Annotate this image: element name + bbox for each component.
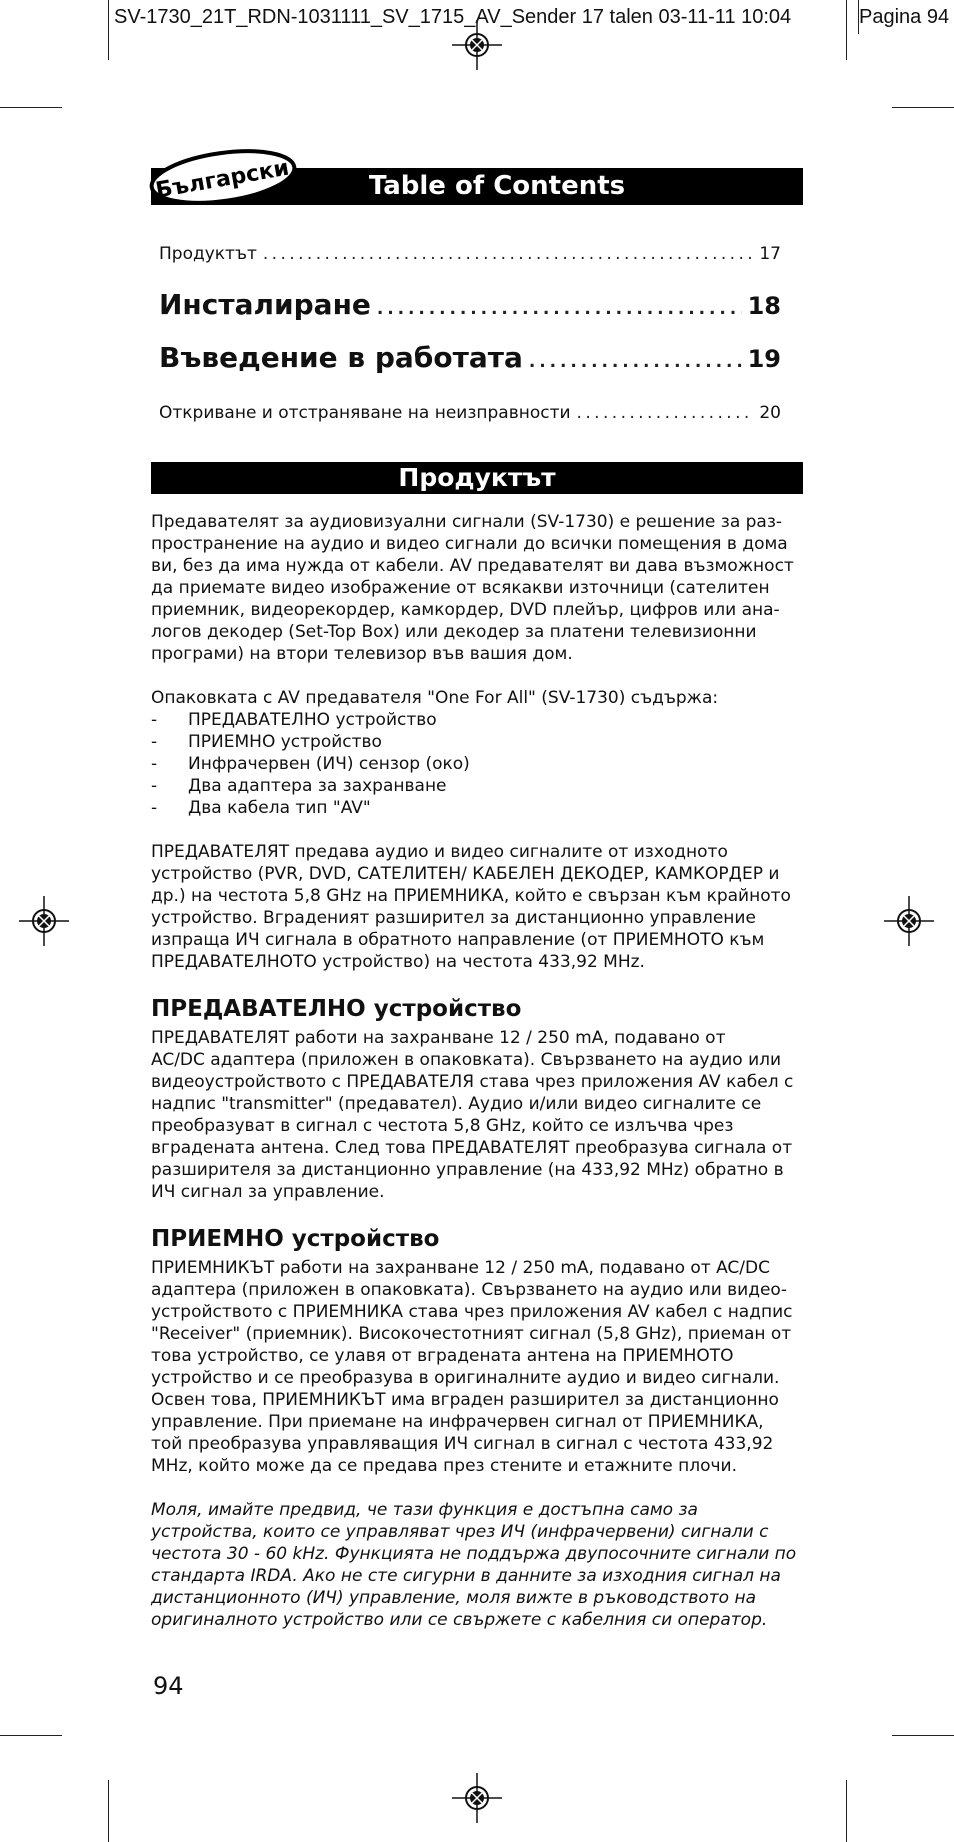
product-intro-paragraph — [151, 511, 803, 665]
toc-entry-page: 17 — [759, 244, 781, 264]
list-item: - Два адаптера за захранване — [151, 775, 803, 797]
text-line: програми) на втори телевизор във вашия дом. — [151, 644, 573, 664]
toc-entry-label: Продуктът — [159, 244, 257, 264]
toc-entry-label: Инсталиране — [159, 288, 371, 321]
toc-entry-page: 20 — [759, 403, 781, 423]
text-line: стандарта IRDA. Ако не сте сигурни в данните за изходния сигнал на — [151, 1566, 781, 1586]
text-line: Освен това, ПРИЕМНИКЪТ има вграден разширител за дистанционно — [151, 1390, 779, 1410]
text-line: приемник, видеорекордер, камкордер, DVD плейър, цифров или ана- — [151, 600, 780, 620]
text-line: преобразуват в сигнал с честота 5,8 GHz, който се излъчва чрез — [151, 1116, 734, 1136]
text-line: вградената антена. След това ПРЕДАВАТЕЛЯТ преобразува сигнала от — [151, 1138, 793, 1158]
text-line: устройство (PVR, DVD, САТЕЛИТЕН/ КАБЕЛЕН ДЕКОДЕР, КАМКОРДЕР и — [151, 864, 780, 884]
transmission-paragraph — [151, 841, 803, 973]
note-paragraph — [151, 1499, 803, 1631]
list-item: - ПРИЕМНО устройство — [151, 731, 803, 753]
text-line: ПРЕДАВАТЕЛЯТ работи на захранване 12 / 250 mA, подавано от — [151, 1028, 726, 1048]
text-line: честота 30 - 60 kHz. Функцията не поддържа двупосочните сигнали по — [151, 1544, 797, 1564]
toc-entry-getting-started[interactable] — [159, 341, 781, 374]
text-line: AC/DC адаптера (приложен в опаковката). Свързването на аудио или — [151, 1050, 782, 1070]
crop-mark-top-left — [0, 107, 62, 108]
text-line: устройството с ПРИЕМНИКА става чрез приложения AV кабел с надпис — [151, 1302, 793, 1322]
registration-mark-left-icon — [19, 896, 69, 946]
toc-leader-dots — [529, 352, 742, 372]
toc-entry-label: Въведение в работата — [159, 341, 523, 374]
text-line: изпраща ИЧ сигнала в обратното направление (от ПРИЕМНОТО към — [151, 930, 765, 950]
transmitter-paragraph — [151, 1027, 803, 1203]
text-line: той преобразува управляващия ИЧ сигнал в сигнал с честота 433,92 — [151, 1434, 774, 1454]
toc-entry-troubleshooting[interactable] — [159, 403, 781, 423]
list-item: - Инфрачервен (ИЧ) сензор (око) — [151, 753, 803, 775]
page-number: 94 — [153, 1672, 184, 1700]
text-line: Предавателят за аудиовизуални сигнали (SV-1730) е решение за раз- — [151, 512, 783, 532]
slug-divider-right — [858, 0, 859, 34]
receiver-heading: ПРИЕМНО устройство — [151, 1226, 440, 1252]
text-line: разширителя за дистанционно управление (на 433,92 MHz) обратно в — [151, 1160, 784, 1180]
slug-filename: SV-1730_21T_RDN-1031111_SV_1715_AV_Sender 17 talen 03-11-11 10:04 — [114, 6, 792, 28]
list-item: - Два кабела тип "AV" — [151, 797, 803, 819]
language-badge — [148, 146, 298, 206]
package-contents-list — [151, 709, 803, 819]
text-line: адаптера (приложен в опаковката). Свързването на аудио или видео- — [151, 1280, 787, 1300]
crop-mark-top-right — [892, 107, 954, 108]
toc-entry-label: Откриване и отстраняване на неизправности — [159, 403, 571, 423]
transmitter-heading: ПРЕДАВАТЕЛНО устройство — [151, 996, 522, 1022]
package-intro: Опаковката с AV предавателя "One For All" (SV-1730) съдържа: — [151, 688, 719, 708]
registration-mark-bottom-icon — [452, 1773, 502, 1823]
list-item: - ПРЕДАВАТЕЛНО устройство — [151, 709, 803, 731]
text-line: това устройство, се улавя от вградената антена на ПРИЕМНОТО — [151, 1346, 734, 1366]
text-line: пространение на аудио и видео сигнали до всички помещения в дома — [151, 534, 788, 554]
print-slug — [110, 0, 954, 34]
language-badge-label: Български — [153, 155, 292, 204]
toc-leader-dots — [377, 299, 742, 319]
toc-leader-dots — [577, 403, 754, 423]
crop-mark-bottom-right-v — [846, 1780, 847, 1842]
text-line: ПРИЕМНИКЪТ работи на захранване 12 / 250 mA, подавано от AC/DC — [151, 1258, 770, 1278]
toc-entry-page: 18 — [747, 292, 781, 320]
text-line: ИЧ сигнал за управление. — [151, 1182, 385, 1202]
text-line: устройства, които се управляват чрез ИЧ (инфрачервени) сигнали с — [151, 1522, 769, 1542]
toc-entry-installation[interactable] — [159, 288, 781, 321]
crop-mark-bottom-left-v — [108, 1780, 109, 1842]
text-line: ви, без да има нужда от кабели. AV предавателят ви дава възможност — [151, 556, 794, 576]
text-line: оригиналното устройство или се свържете с кабелния си оператор. — [151, 1610, 768, 1630]
registration-mark-top-icon — [452, 20, 502, 70]
text-line: MHz, който може да се предава през стените и етажните плочи. — [151, 1456, 737, 1476]
slug-divider-left — [108, 0, 109, 60]
text-line: дистанционното (ИЧ) управление, моля вижте в ръководството на — [151, 1588, 756, 1608]
crop-mark-bottom-right — [892, 1735, 954, 1736]
text-line: устройство. Вграденият разширител за дистанционно управление — [151, 908, 756, 928]
registration-mark-right-icon — [884, 896, 934, 946]
slug-divider-mid — [846, 0, 847, 60]
text-line: др.) на честота 5,8 GHz на ПРИЕМНИКА, който е свързан към крайното — [151, 886, 791, 906]
text-line: ПРЕДАВАТЕЛЯТ предава аудио и видео сигналите от изходното — [151, 842, 728, 862]
crop-mark-bottom-left — [0, 1735, 62, 1736]
text-line: Моля, имайте предвид, че тази функция е достъпна само за — [151, 1500, 698, 1520]
slug-page-label: Pagina 94 — [859, 6, 950, 28]
text-line: ПРЕДАВАТЕЛНОТО устройство) на честота 433,92 MHz. — [151, 952, 645, 972]
product-section-header: Продуктът — [151, 462, 803, 494]
text-line: да приемате видео изображение от всякакви източници (сателитен — [151, 578, 770, 598]
toc-title: Table of Contents — [368, 171, 626, 201]
toc-entry-page: 19 — [747, 345, 781, 373]
receiver-paragraph — [151, 1257, 803, 1477]
toc-entry-product[interactable] — [159, 244, 781, 264]
text-line: управление. При приемане на инфрачервен сигнал от ПРИЕМНИКА, — [151, 1412, 764, 1432]
text-line: устройство и се преобразува в оригиналните аудио и видео сигнали. — [151, 1368, 780, 1388]
text-line: "Receiver" (приемник). Високочестотният сигнал (5,8 GHz), приеман от — [151, 1324, 792, 1344]
toc-leader-dots — [263, 244, 753, 264]
text-line: видеоустройството с ПРЕДАВАТЕЛЯ става чрез приложения AV кабел с — [151, 1072, 794, 1092]
text-line: надпис "transmitter" (предавател). Аудио и/или видео сигналите се — [151, 1094, 762, 1114]
text-line: логов декодер (Set-Top Box) или декодер за платени телевизионни — [151, 622, 757, 642]
